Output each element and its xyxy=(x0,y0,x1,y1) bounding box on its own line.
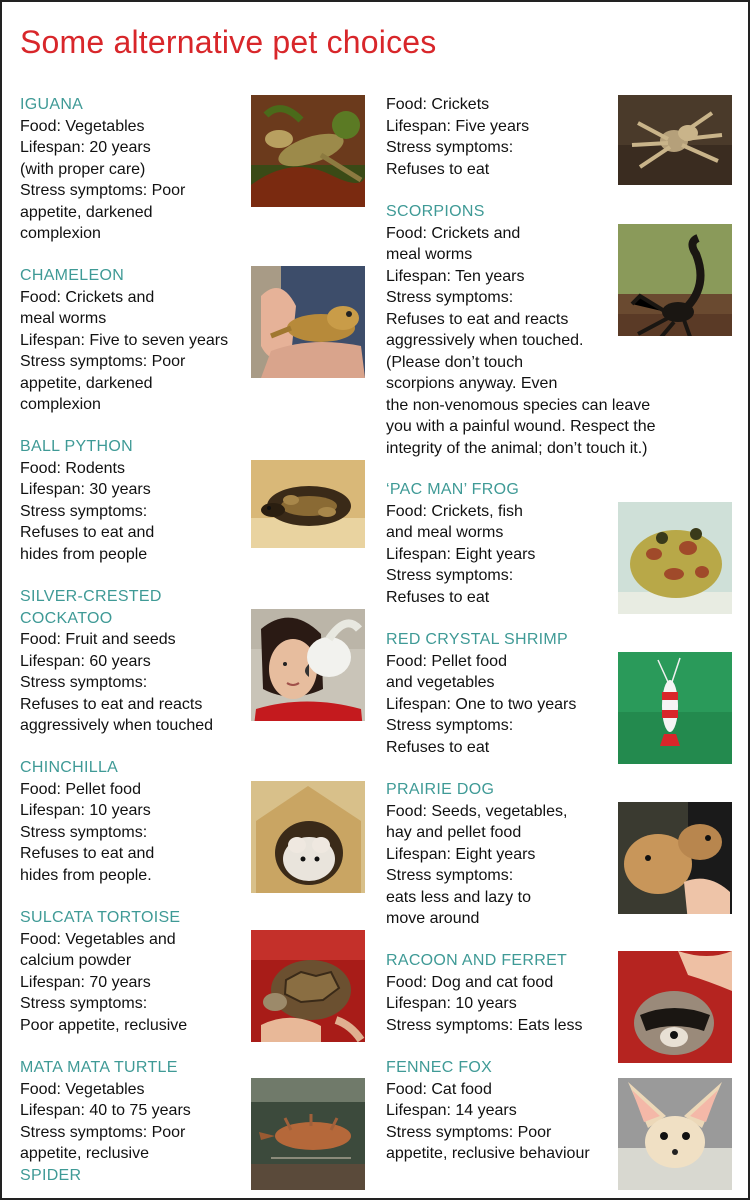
pet-info-line: Refuses to eat and xyxy=(20,524,155,541)
pet-info-line: Food: Vegetables and xyxy=(20,930,176,948)
pet-info-line: Food: Crickets, fish xyxy=(386,502,523,520)
pet-info-line: Lifespan: 60 years xyxy=(20,652,151,670)
pet-info-line: Lifespan: 40 to 75 years xyxy=(20,1102,191,1119)
pet-info-line: Lifespan: 10 years xyxy=(20,802,151,819)
pet-info-line: Lifespan: Ten years xyxy=(386,267,525,285)
pet-name: IGUANA xyxy=(20,96,84,113)
pet-info-line: Refuses to eat and reacts xyxy=(386,310,569,328)
pet-name: CHAMELEON xyxy=(20,267,125,284)
pet-info-line: Stress symptoms: xyxy=(20,674,148,691)
entry-chinchilla xyxy=(20,757,154,886)
pet-info-line: Refuses to eat xyxy=(386,738,490,756)
chinchilla-photo xyxy=(251,781,365,893)
pet-info-line: Stress symptoms: xyxy=(20,502,148,520)
pet-info-line: integrity of the animal; don’t touch it.) xyxy=(386,439,648,457)
pet-info-line: Refuses to eat and xyxy=(20,845,155,862)
entry-scorpions xyxy=(386,201,656,459)
pet-name: FENNEC FOX xyxy=(386,1059,493,1076)
iguana-photo xyxy=(251,95,365,207)
pet-info-line: and meal worms xyxy=(386,524,504,541)
pet-info-line: Stress symptoms: xyxy=(20,995,148,1012)
pet-info-line: complexion xyxy=(20,396,101,413)
pet-info-line: aggressively when touched. xyxy=(386,332,584,349)
pet-info-line: (Please don’t touch xyxy=(386,353,523,371)
pet-info-line: Stress symptoms: xyxy=(386,867,514,884)
pet-name: CHINCHILLA xyxy=(20,759,119,776)
pet-info-line: Stress symptoms: xyxy=(20,823,148,841)
pet-info-line: Food: Dog and cat food xyxy=(386,973,554,991)
pet-info-line: Lifespan: 30 years xyxy=(20,481,151,498)
pet-info-line: scorpions anyway. Even xyxy=(386,375,558,392)
pet-info-line: and vegetables xyxy=(386,674,495,691)
pet-name-line-2: COCKATOO xyxy=(20,609,113,627)
pac-man-frog-photo xyxy=(618,502,732,614)
sulcata-tortoise-photo xyxy=(251,930,365,1042)
prairie-dog-photo xyxy=(618,802,732,914)
pet-info-line: Food: Cat food xyxy=(386,1080,492,1098)
pet-info-line: the non-venomous species can leave xyxy=(386,396,651,414)
entry-pac-man-frog xyxy=(386,479,535,608)
entry-mata-mata-turtle xyxy=(20,1057,191,1186)
pet-info-line: Lifespan: 10 years xyxy=(386,995,517,1012)
pet-info-line: eats less and lazy to xyxy=(386,888,531,906)
entry-prairie-dog xyxy=(386,779,567,930)
ball-python-photo xyxy=(251,460,365,572)
pet-name: BALL PYTHON xyxy=(20,438,133,455)
pet-info-line: Refuses to eat xyxy=(386,160,490,178)
pet-name: RED CRYSTAL SHRIMP xyxy=(386,631,569,648)
pet-info-line: Lifespan: One to two years xyxy=(386,695,577,713)
pet-info-line: Food: Pellet food xyxy=(386,652,507,670)
pet-info-line: Lifespan: 70 years xyxy=(20,973,151,991)
pet-info-line: appetite, reclusive behaviour xyxy=(386,1145,590,1162)
pet-name-spider: SPIDER xyxy=(20,1166,82,1184)
pet-info-line: Stress symptoms: Poor xyxy=(20,1123,186,1141)
entry-chameleon xyxy=(20,265,228,416)
pet-info-line: meal worms xyxy=(386,246,473,263)
pet-info-line: Food: Crickets and xyxy=(386,224,521,242)
entry-ball-python xyxy=(20,436,154,565)
pet-info-line: Food: Crickets and xyxy=(20,288,155,306)
pet-info-line: Refuses to eat xyxy=(386,588,490,606)
pet-name: ‘PAC MAN’ FROG xyxy=(386,481,520,498)
pet-info-line: you with a painful wound. Respect the xyxy=(386,418,656,435)
pet-info-line: Food: Seeds, vegetables, xyxy=(386,802,568,820)
pet-info-line: Lifespan: Eight years xyxy=(386,845,536,863)
entry-red-crystal-shrimp xyxy=(386,629,576,758)
pet-info-line: Stress symptoms: xyxy=(386,139,514,156)
racoon-ferret-photo xyxy=(618,951,732,1063)
pet-info-line: appetite, darkened xyxy=(20,374,153,392)
pet-info-line: appetite, reclusive xyxy=(20,1145,149,1162)
pet-info-line: calcium powder xyxy=(20,952,132,969)
pet-name: SILVER-CRESTED xyxy=(20,588,162,605)
pet-name: PRAIRIE DOG xyxy=(386,781,495,798)
pet-info-line: Refuses to eat and reacts xyxy=(20,695,203,713)
pet-name: RACOON AND FERRET xyxy=(386,952,568,969)
entry-spider-details xyxy=(386,94,529,180)
entry-iguana xyxy=(20,94,185,245)
pet-info-line: hides from people xyxy=(20,545,148,563)
red-crystal-shrimp-photo xyxy=(618,652,732,764)
pet-info-line: (with proper care) xyxy=(20,160,146,178)
mata-mata-turtle-photo xyxy=(251,1078,365,1190)
pet-info-line: Food: Crickets xyxy=(386,96,490,113)
entry-sulcata-tortoise xyxy=(20,907,187,1036)
pet-info-line: Stress symptoms: Poor xyxy=(20,182,186,199)
pet-info-line: Stress symptoms: Poor xyxy=(20,353,186,370)
pet-name: SCORPIONS xyxy=(386,203,485,220)
pet-info-line: meal worms xyxy=(20,310,107,327)
pet-info-line: Lifespan: 14 years xyxy=(386,1102,517,1119)
spider-photo xyxy=(618,95,732,207)
pet-info-line: Stress symptoms: Eats less xyxy=(386,1016,583,1034)
pet-info-line: Stress symptoms: xyxy=(386,717,514,734)
fennec-fox-photo xyxy=(618,1078,732,1190)
pet-info-line: Stress symptoms: Poor xyxy=(386,1123,552,1141)
page-title: Some alternative pet choices xyxy=(20,24,437,60)
chameleon-photo xyxy=(251,266,365,378)
pet-info-line: complexion xyxy=(20,225,101,242)
pet-info-line: appetite, darkened xyxy=(20,203,153,221)
pet-info-line: hay and pellet food xyxy=(386,824,522,841)
pet-info-line: hides from people. xyxy=(20,866,152,884)
pet-info-line: Poor appetite, reclusive xyxy=(20,1016,188,1034)
pet-info-line: Stress symptoms: xyxy=(386,567,514,584)
pet-info-line: aggressively when touched xyxy=(20,717,214,734)
pet-info-line: Lifespan: Five to seven years xyxy=(20,331,229,349)
pet-info-line: move around xyxy=(386,910,480,927)
pet-name: SULCATA TORTOISE xyxy=(20,909,181,926)
pet-info-line: Food: Fruit and seeds xyxy=(20,631,176,648)
pet-info-line: Food: Vegetables xyxy=(20,117,145,135)
pet-info-line: Food: Rodents xyxy=(20,459,125,477)
entry-silver-crested-cockatoo xyxy=(20,586,213,737)
cockatoo-photo xyxy=(251,609,365,721)
pet-info-line: Lifespan: Eight years xyxy=(386,545,536,563)
pet-info-line: Food: Pellet food xyxy=(20,780,141,798)
entry-fennec-fox xyxy=(386,1057,590,1165)
entry-racoon-and-ferret xyxy=(386,950,583,1036)
pet-info-line: Stress symptoms: xyxy=(386,289,514,306)
pet-info-line: Lifespan: 20 years xyxy=(20,139,151,156)
pet-info-line: Lifespan: Five years xyxy=(386,117,530,135)
scorpion-photo xyxy=(618,224,732,336)
pet-info-line: Food: Vegetables xyxy=(20,1080,145,1098)
pet-name: MATA MATA TURTLE xyxy=(20,1059,178,1076)
